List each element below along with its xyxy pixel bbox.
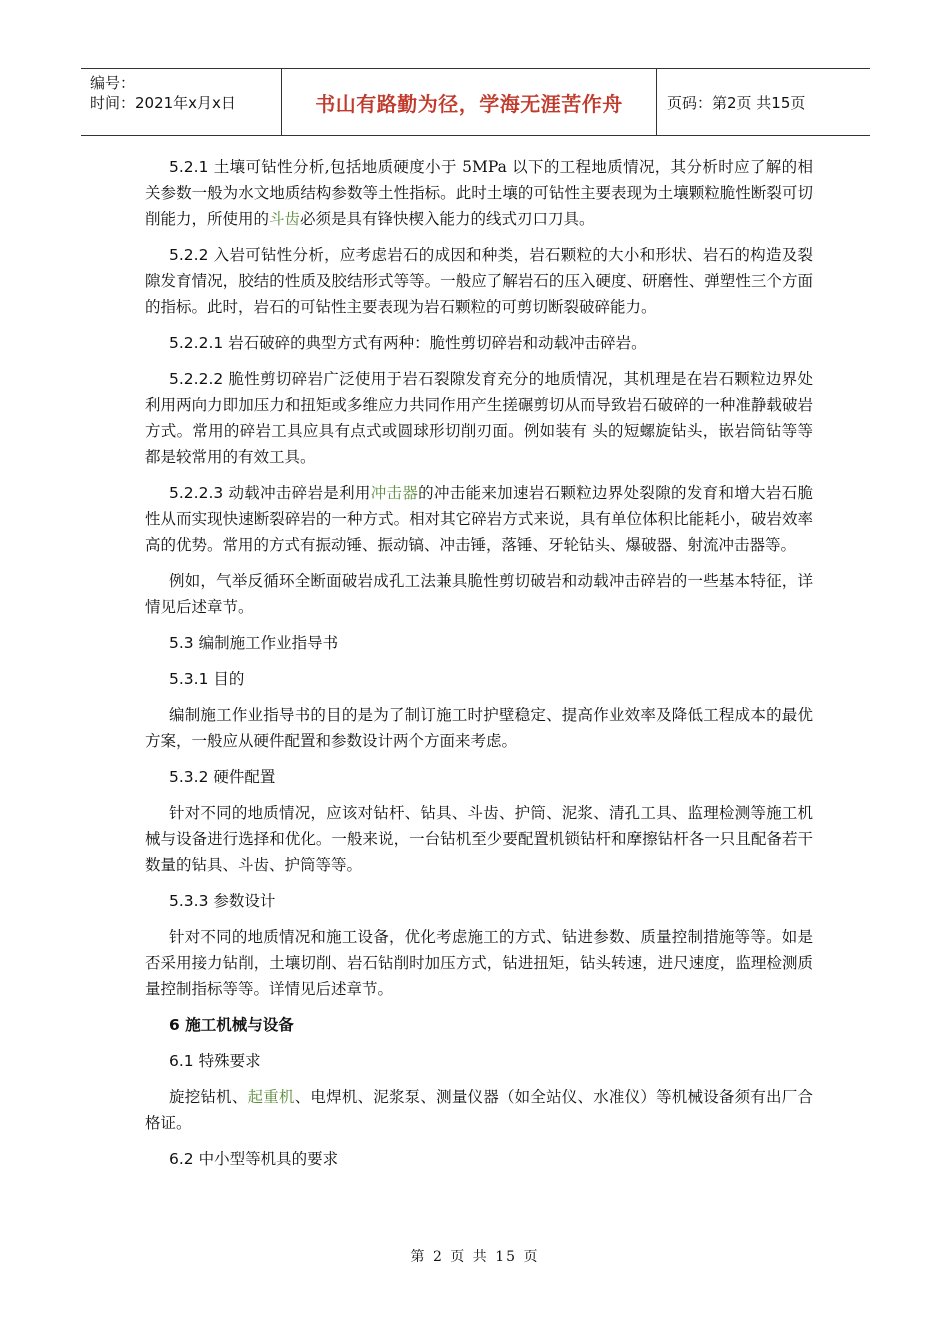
paragraph-text: 岩石破碎的典型方式有两种：脆性剪切碎岩和动载冲击碎岩。 bbox=[223, 334, 647, 352]
page-footer: 第 2 页 共 15 页 bbox=[410, 1249, 540, 1265]
section-number: 5.2.2 bbox=[169, 246, 209, 264]
paragraph-text: 硬件配置 bbox=[208, 768, 276, 786]
header-motto: 书山有路勤为径，学海无涯苦作舟 bbox=[281, 69, 657, 135]
paragraph bbox=[145, 630, 813, 656]
paragraph-text: 的冲击能来加速岩石颗粒边界处裂隙的发育和增大岩石脆性从而实现快速断裂碎岩的一种方式。相对其它碎岩方式来说，具有单位体积比能耗小，破岩效率高的优势。常用的方式有振动锤、振动镐、冲击锤，落锤、牙轮钻头、爆破器、射流冲击器等。 bbox=[145, 484, 813, 554]
paragraph-text: 动载冲击碎岩是利用 bbox=[223, 484, 371, 502]
paragraph-text: 目的 bbox=[208, 670, 245, 688]
paragraph-text: 、电焊机、泥浆泵、测量仪器（如全站仪、水准仪）等机械设备须有出厂合格证。 bbox=[145, 1088, 813, 1132]
section-number: 6.1 bbox=[169, 1052, 194, 1070]
paragraph bbox=[145, 666, 813, 692]
paragraph bbox=[145, 366, 813, 470]
paragraph-text: 针对不同的地质情况和施工设备，优化考虑施工的方式、钻进参数、质量控制措施等等。如是否采用接力钻削，土壤切削、岩石钻削时加压方式，钻进扭矩，钻头转速，进尺速度，监理检测质量控制指标等等。详情见后述章节。 bbox=[145, 928, 813, 998]
paragraph-text: 土壤可钻性分析,包括地质硬度小于 5MPa 以下的工程地质情况，其分析时应了解的相关参数一般为水文地质结构参数等土性指标。此时土壤的可钻性主要表现为土壤颗粒脆性断裂可切削能力，所使用的 bbox=[145, 158, 813, 228]
section-number: 6 bbox=[169, 1016, 180, 1034]
paragraph bbox=[145, 1146, 813, 1172]
header-meta bbox=[81, 69, 281, 135]
paragraph bbox=[145, 480, 813, 558]
section-number: 5.3.1 bbox=[169, 670, 209, 688]
section-number: 5.2.2.3 bbox=[169, 484, 224, 502]
document-header bbox=[81, 68, 870, 136]
paragraph-text: 特殊要求 bbox=[193, 1052, 261, 1070]
paragraph-text: 编制施工作业指导书的目的是为了制订施工时护壁稳定、提高作业效率及降低工程成本的最优方案，一般应从硬件配置和参数设计两个方面来考虑。 bbox=[145, 706, 813, 750]
paragraph bbox=[145, 568, 813, 620]
paragraph-text: 旋挖钻机、 bbox=[169, 1088, 248, 1106]
section-number: 5.2.2.1 bbox=[169, 334, 224, 352]
paragraph-text: 入岩可钻性分析，应考虑岩石的成因和种类，岩石颗粒的大小和形状、岩石的构造及裂隙发育情况，胶结的性质及胶结形式等等。一般应了解岩石的压入硬度、研磨性、弹塑性三个方面的指标。此时，岩石的可钻性主要表现为岩石颗粒的可剪切断裂破碎能力。 bbox=[145, 246, 813, 316]
section-number: 5.3.3 bbox=[169, 892, 209, 910]
paragraph bbox=[145, 154, 813, 232]
paragraph bbox=[145, 888, 813, 914]
paragraph-text: 参数设计 bbox=[208, 892, 276, 910]
paragraph bbox=[145, 800, 813, 878]
keyword-link[interactable]: 起重机 bbox=[247, 1088, 295, 1106]
paragraph bbox=[145, 1012, 813, 1038]
paragraph bbox=[145, 702, 813, 754]
keyword-link[interactable]: 冲击器 bbox=[370, 484, 419, 502]
keyword-link[interactable]: 斗齿 bbox=[269, 210, 301, 228]
paragraph-text: 中小型等机具的要求 bbox=[193, 1150, 339, 1168]
paragraph-text: 施工机械与设备 bbox=[179, 1015, 294, 1034]
paragraph bbox=[145, 330, 813, 356]
document-number-label: 编号： bbox=[90, 74, 136, 92]
section-number: 6.2 bbox=[169, 1150, 194, 1168]
paragraph-text: 针对不同的地质情况，应该对钻杆、钻具、斗齿、护筒、泥浆、清孔工具、监理检测等施工机械与设备进行选择和优化。一般来说，一台钻机至少要配置机锁钻杆和摩擦钻杆各一只且配备若干数量的钻具、斗齿、护筒等等。 bbox=[145, 804, 813, 874]
section-number: 5.3 bbox=[169, 634, 194, 652]
paragraph-text: 必须是具有锋快楔入能力的线式刃口刀具。 bbox=[300, 210, 595, 228]
paragraph bbox=[145, 242, 813, 320]
paragraph-text: 脆性剪切碎岩广泛使用于岩石裂隙发育充分的地质情况，其机理是在岩石颗粒边界处利用两向力即加压力和扭矩或多维应力共同作用产生搓碾剪切从而导致岩石破碎的一种准静载破岩方式。常用的碎岩工具应具有点式或圆球形切削刃面。例如装有 头的短螺旋钻头，嵌岩筒钻等等都是较常用的有效工具。 bbox=[145, 370, 813, 466]
paragraph bbox=[145, 924, 813, 1002]
document-body bbox=[145, 154, 813, 1182]
paragraph bbox=[145, 1084, 813, 1136]
section-number: 5.2.2.2 bbox=[169, 370, 224, 388]
paragraph bbox=[145, 1048, 813, 1074]
document-time-label: 时间：2021年x月x日 bbox=[90, 94, 236, 112]
paragraph-text: 编制施工作业指导书 bbox=[193, 634, 339, 652]
paragraph bbox=[145, 764, 813, 790]
header-page-info: 页码：第2页 共15页 bbox=[667, 93, 806, 112]
paragraph-text: 例如，气举反循环全断面破岩成孔工法兼具脆性剪切破岩和动载冲击碎岩的一些基本特征，详情见后述章节。 bbox=[145, 572, 813, 616]
section-number: 5.2.1 bbox=[169, 158, 209, 176]
section-number: 5.3.2 bbox=[169, 768, 209, 786]
